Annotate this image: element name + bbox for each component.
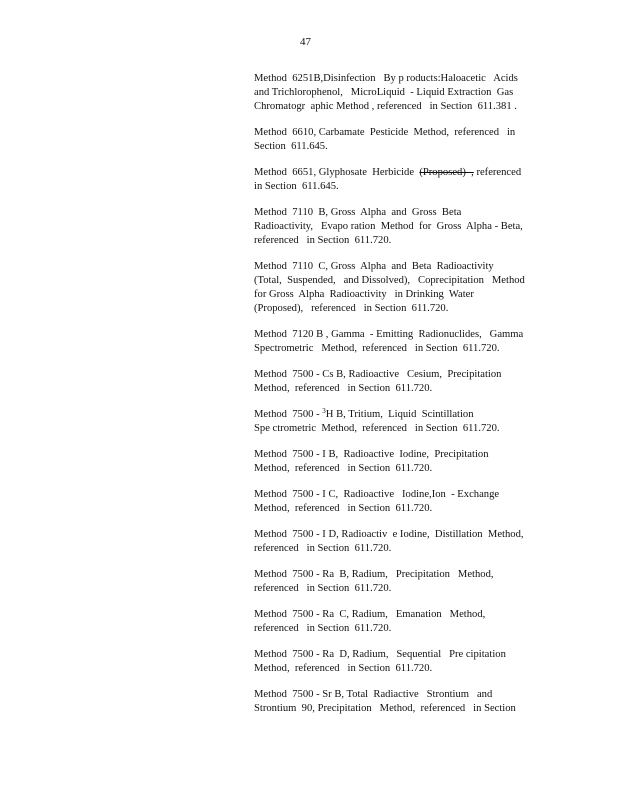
- entry-line: in Section 611.645.: [254, 181, 339, 192]
- entry-line: Method 7500 - Ra D, Radium, Sequential Pre cipitation: [254, 649, 506, 660]
- entry-line: Method 7500 - Cs B, Radioactive Cesium, Precipitation: [254, 369, 502, 380]
- entry-line: and Trichlorophenol, MicroLiquid - Liquid Extraction Gas: [254, 87, 514, 98]
- superscript: 3: [322, 407, 326, 415]
- entry-line: Method 7500 - I D, Radioactiv e Iodine, Distillation Method,: [254, 529, 524, 540]
- entry-line: referenced in Section 611.720.: [254, 543, 392, 554]
- entry-line: Method 7120 B , Gamma - Emitting Radionuclides, Gamma: [254, 329, 524, 340]
- entry-7500-sr-b: [254, 688, 536, 716]
- entry-line: Strontium 90, Precipitation Method, referenced in Section: [254, 703, 516, 714]
- entry-line: Method, referenced in Section 611.720.: [254, 383, 433, 394]
- entry-line: Method, referenced in Section 611.720.: [254, 663, 433, 674]
- entry-7120b: [254, 328, 536, 356]
- entry-7500-ra-d: [254, 648, 536, 676]
- entry-line: Method 7500 - Ra C, Radium, Emanation Method,: [254, 609, 486, 620]
- entry-6651: [254, 166, 536, 194]
- entry-line: Method 6251B,Disinfection By p roducts:Haloacetic Acids: [254, 73, 518, 84]
- entry-line: Method, referenced in Section 611.720.: [254, 463, 433, 474]
- entry-line: Method 7500 - Ra B, Radium, Precipitation Method,: [254, 569, 494, 580]
- entry-7500-cs-b: [254, 368, 536, 396]
- method-list: [254, 72, 536, 728]
- entry-line: [254, 408, 536, 422]
- entry-text: H B, Tritium, Liquid Scintillation: [325, 409, 474, 420]
- entry-6610: [254, 126, 536, 154]
- entry-7500-ra-c: [254, 608, 536, 636]
- entry-line: Method 7500 - I B, Radioactive Iodine, Precipitation: [254, 449, 489, 460]
- entry-line: Spe ctrometric Method, referenced in Section 611.720.: [254, 423, 500, 434]
- entry-line: Method 7110 C, Gross Alpha and Beta Radioactivity: [254, 261, 494, 272]
- entry-line: (Proposed), referenced in Section 611.720.: [254, 303, 449, 314]
- entry-7500-ra-b: [254, 568, 536, 596]
- entry-6251b: [254, 72, 536, 114]
- entry-line: referenced in Section 611.720.: [254, 583, 392, 594]
- page-number: 47: [300, 36, 311, 48]
- entry-7500-i-c: [254, 488, 536, 516]
- entry-line: Method 7500 - Sr B, Total Radiactive Strontium and: [254, 689, 493, 700]
- entry-line: Section 611.645.: [254, 141, 328, 152]
- entry-line: Method 7110 B, Gross Alpha and Gross Beta: [254, 207, 462, 218]
- entry-line: (Total, Suspended, and Dissolved), Coprecipitation Method: [254, 275, 525, 286]
- entry-line: Spectrometric Method, referenced in Section 611.720.: [254, 343, 500, 354]
- struck-text: (Proposed) ,: [419, 167, 474, 178]
- entry-text: Method 6651, Glyphosate Herbicide: [254, 167, 420, 178]
- entry-line: for Gross Alpha Radioactivity in Drinking Water: [254, 289, 474, 300]
- entry-text: referenced: [473, 167, 522, 178]
- entry-line: Radioactivity, Evapo ration Method for Gross Alpha - Beta,: [254, 221, 523, 232]
- entry-7500-3h-b: [254, 408, 536, 436]
- entry-7110b: [254, 206, 536, 248]
- entry-7110c: [254, 260, 536, 316]
- entry-line: Method, referenced in Section 611.720.: [254, 503, 433, 514]
- entry-line: Method 6610, Carbamate Pesticide Method, referenced in: [254, 127, 516, 138]
- entry-text: Method 7500 -: [254, 409, 323, 420]
- entry-line: referenced in Section 611.720.: [254, 235, 392, 246]
- entry-line: Chromatogr aphic Method , referenced in Section 611.381 .: [254, 101, 517, 112]
- entry-7500-i-d: [254, 528, 536, 556]
- entry-7500-i-b: [254, 448, 536, 476]
- entry-line: Method 7500 - I C, Radioactive Iodine,Ion - Exchange: [254, 489, 500, 500]
- entry-line: referenced in Section 611.720.: [254, 623, 392, 634]
- entry-line: [254, 166, 536, 180]
